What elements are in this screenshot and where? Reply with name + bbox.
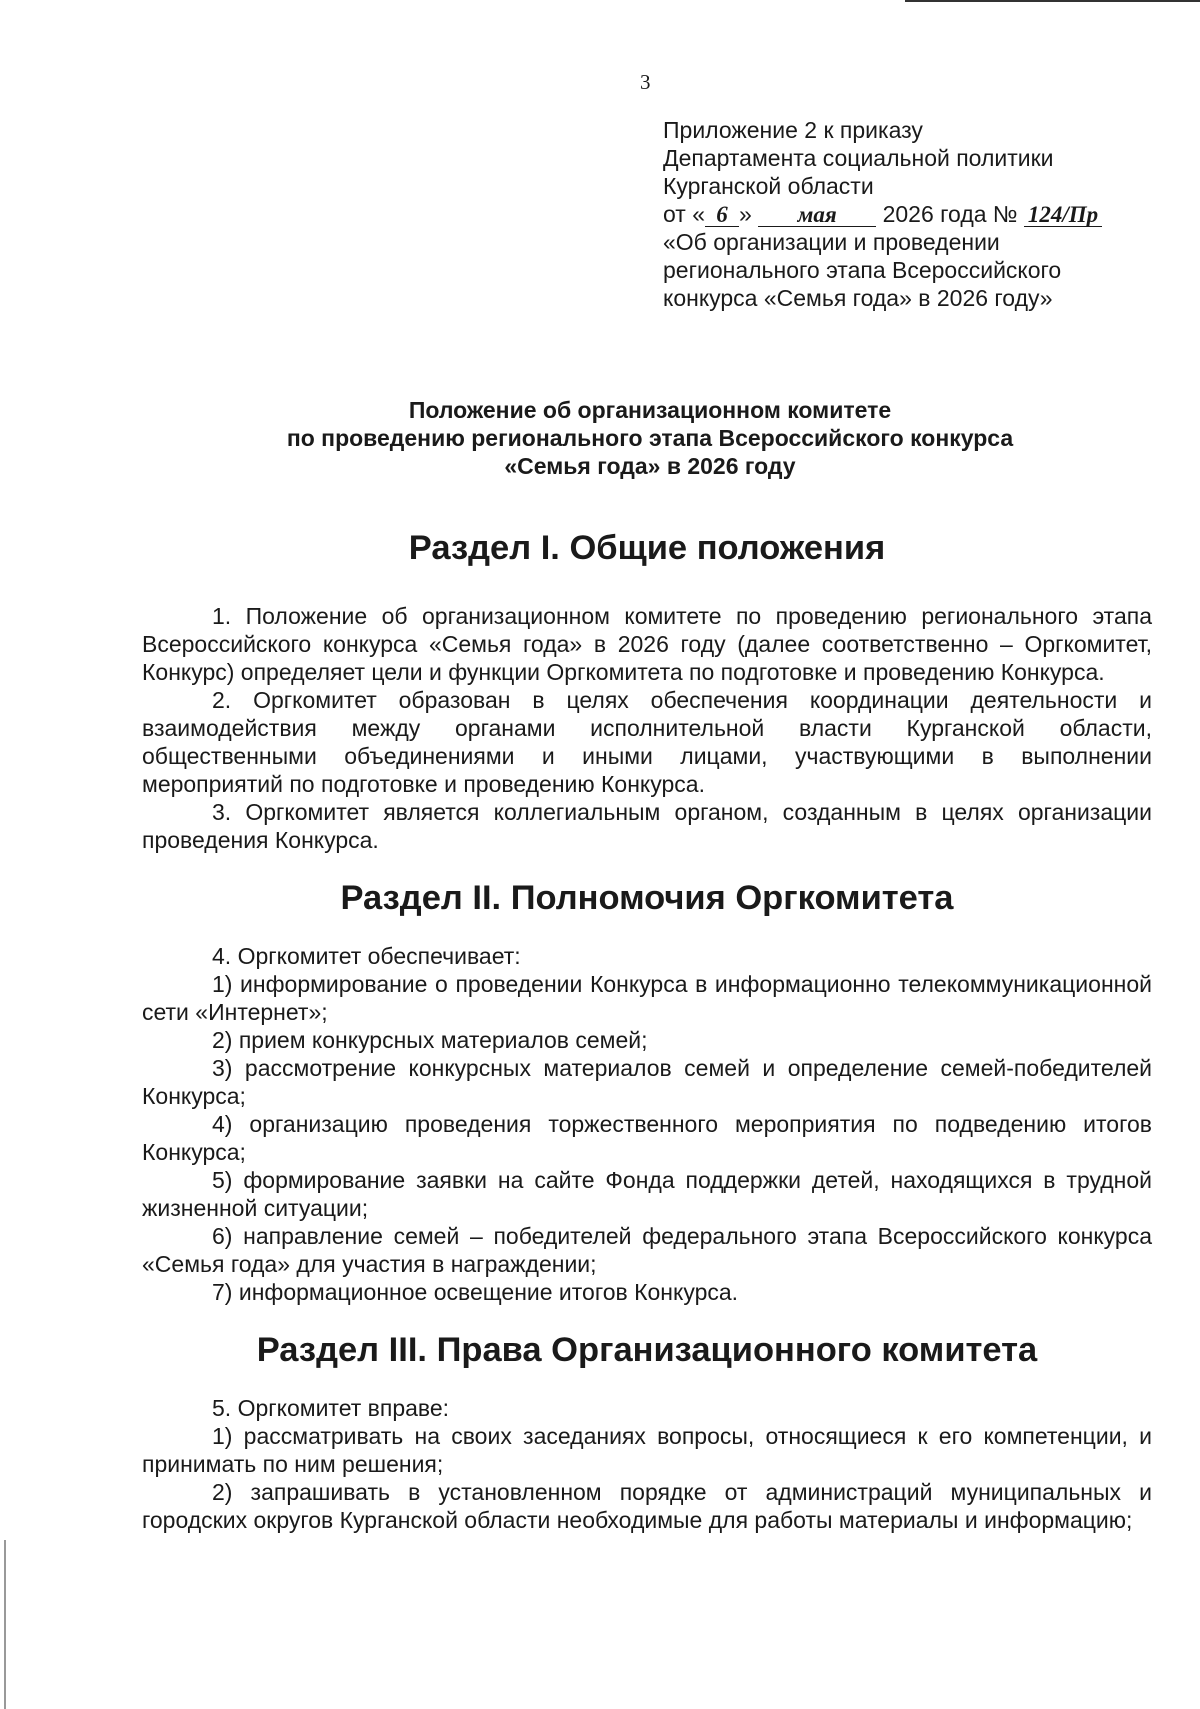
section-2-item-2: 2) прием конкурсных материалов семей; [212, 1027, 648, 1053]
date-year: 2026 года № [882, 201, 1018, 227]
section-1-heading: Раздел I. Общие положения [408, 529, 886, 567]
section-2-item-4: 4) организацию проведения торжественного мероприятия по подведению итогов Конкурса; [142, 1111, 1152, 1165]
section-2-heading: Раздел II. Полномочия Оргкомитета [340, 879, 954, 917]
section-2-item-1: 1) информирование о проведении Конкурса в информационно телекоммуникационной сети «Интернет»; [142, 971, 1152, 1025]
order-number: 124/Пр [1024, 204, 1102, 227]
appendix-line-7: конкурса «Семья года» в 2026 году» [663, 285, 1053, 311]
scan-edge-left [4, 1540, 6, 1709]
scan-edge-top [905, 0, 1200, 2]
date-month: мая [758, 204, 876, 227]
section-1-paragraph-2: 2. Оргкомитет образован в целях обеспечения координации деятельности и взаимодействия между органами исполнительной власти Курганской области, общественными объединениями и иными лицами, участвующими в выполнении мероприятий по подготовке и проведению Конкурса. [142, 687, 1152, 797]
date-mid: » [739, 201, 752, 227]
section-2-item-3: 3) рассмотрение конкурсных материалов семей и определение семей-победителей Конкурса; [142, 1055, 1152, 1109]
page-number: 3 [640, 70, 651, 94]
document-body [142, 529, 1152, 1534]
section-3-intro: 5. Оргкомитет вправе: [212, 1395, 450, 1421]
section-2-intro: 4. Оргкомитет обеспечивает: [212, 943, 521, 969]
section-3-item-2: 2) запрашивать в установленном порядке от администраций муниципальных и городских округов Курганской области необходимые для работы материалы и информацию; [142, 1479, 1152, 1533]
appendix-line-6: регионального этапа Всероссийского [663, 257, 1062, 283]
section-3-item-1: 1) рассматривать на своих заседаниях вопросы, относящиеся к его компетенции, и принимать по ним решения; [142, 1423, 1152, 1477]
title-line-2: по проведению регионального этапа Всероссийского конкурса [286, 425, 1014, 451]
appendix-line-2: Департамента социальной политики [663, 145, 1054, 171]
section-2-item-7: 7) информационное освещение итогов Конкурса. [212, 1279, 739, 1305]
title-line-3: «Семья года» в 2026 году [504, 453, 796, 479]
appendix-line-5: «Об организации и проведении [663, 229, 1000, 255]
title-line-1: Положение об организационном комитете [408, 397, 892, 423]
section-3-heading: Раздел III. Права Организационного комитета [256, 1331, 1038, 1369]
section-1-paragraph-3: 3. Оргкомитет является коллегиальным органом, созданным в целях организации проведения Конкурса. [142, 799, 1152, 853]
section-2-item-6: 6) направление семей – победителей федерального этапа Всероссийского конкурса «Семья года» для участия в награждении; [142, 1223, 1152, 1277]
appendix-line-3: Курганской области [663, 173, 874, 199]
document-title [150, 396, 1150, 480]
date-prefix: от « [663, 201, 706, 227]
date-day: 6 [705, 204, 739, 227]
section-2-item-5: 5) формирование заявки на сайте Фонда поддержки детей, находящихся в трудной жизненной ситуации; [142, 1167, 1152, 1221]
section-1-paragraph-1: 1. Положение об организационном комитете по проведению регионального этапа Всероссийского конкурса «Семья года» в 2026 году (далее соответственно – Оргкомитет, Конкурс) определяет цели и функции Оргкомитета по подготовке и проведению Конкурса. [142, 603, 1152, 685]
appendix-date-line [663, 200, 1133, 228]
appendix-header [663, 116, 1133, 312]
appendix-line-1: Приложение 2 к приказу [663, 117, 923, 143]
